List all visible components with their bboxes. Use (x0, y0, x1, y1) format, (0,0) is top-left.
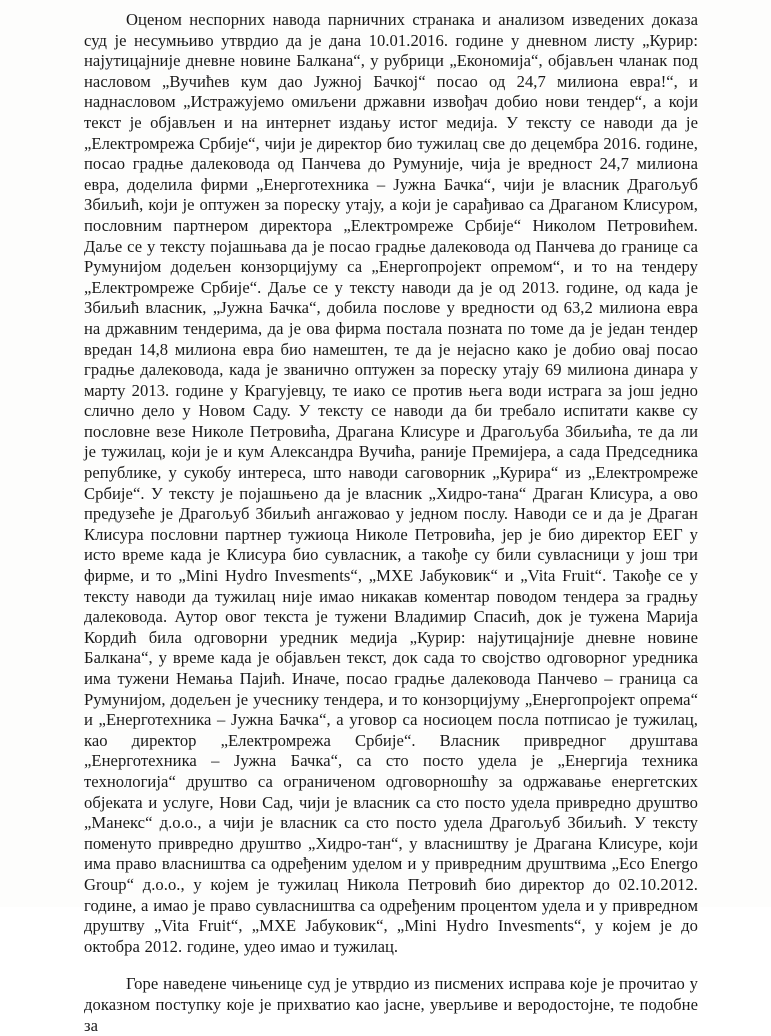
paragraph-evidence: Горе наведене чињенице суд је утврдио из писмених исправа које је прочитао у доказном поступку које је прихватио као јасне, уверљиве и веродостојне, те подобне за (84, 974, 698, 1035)
paragraph-findings: Оценом неспорних навода парничних странака и анализом изведених доказа суд је несумњиво утврдио да је дана 10.01.2016. године у дневном листу „Курир: најутицајније дневне новине Балкана“, у рубрици „Економија“, објављен чланак под насловом „Вучићев кум дао Јужној Бачкој“ посао од 24,7 милиона евра!“, и наднасловом „Истражујемо омиљени државни извођач добио нови тендер“, а који текст је објављен и на интернет издању истог медија. У тексту се наводи да је „Електромрежа Србије“, чији је директор био тужилац све до децембра 2016. године, посао градње далековода од Панчева до Румуније, чија је вредност 24,7 милиона евра, доделила фирми „Енерготехника – Јужна Бачка“, чији је власник Драгољуб Збиљић, који је оптужен за пореску утају, а који је сарађивао са Драганом Клисуром, пословним партнером директора „Електромреже Србије“ Николом Петровићем. Даље се у тексту појашњава да је посао градње далековода од Панчева до границе са Румунијом додељен конзорцијуму са „Енергопројект опремом“, и то на тендеру „Електромреже Србије“. Даље се у тексту наводи да је од 2013. године, од када је Збиљић власник, „Јужна Бачка“, добила послове у вредности од 63,2 милиона евра на државним тендерима, да је ова фирма постала позната по томе да је један тендер вредан 14,8 милиона евра био намештен, те да је нејасно како је добио овај посао градње далековода, када је званично оптужен за пореску утају 69 милиона динара у марту 2013. године у Крагујевцу, те иако се против њега води истрага за још једно слично дело у Новом Саду. У тексту се наводи да би требало испитати какве су пословне везе Николе Петровића, Драгана Клисуре и Драгољуба Збиљића, те да ли је тужилац, који је и кум Александра Вучића, раније Премијера, а сада Председника републике, у сукобу интереса, што наводи саговорник „Курира“ из „Електромреже Србије“. У тексту је појашњено да је власник „Хидро-тана“ Драган Клисура, а ово предузеће је Драгољуб Збиљић ангажовао у једном послу. Наводи се и да је Драган Клисура пословни партнер тужиоца Николе Петровића, јер је био директор ЕЕГ у исто време када је Клисура био сувласник, а такође су били сувласници у још три фирме, и то „Mini Hydro Invesments“, „МХЕ Јабуковик“ и „Vita Fruit“. Такође се у тексту наводи да тужилац није имао никакав коментар поводом тендера за градњу далековода. Аутор овог текста је тужени Владимир Спасић, док је тужена Марија Кордић била одговорни уредник медија „Курир: најутицајније дневне новине Балкана“, у време када је објављен текст, док сада то својство одговорног уредника има тужени Немања Пајић. Иначе, посао градње далековода Панчево – граница са Румунијом, додељен је учеснику тендера, и то конзорцијуму „Енергопројект опрема“ и „Енерготехника – Јужна Бачка“, а уговор са носиоцем посла потписао је тужилац, као директор „Електромрежа Србије“. Власник привредног друштава „Енерготехника – Јужна Бачка“, са сто посто удела је „Енергија техника технологија“ друштво са ограниченом одговорношћу за одржавање енергетских објеката и услуге, Нови Сад, чији је власник са сто посто удела привредно друштво „Манекс“ д.о.о., а чији је власник са сто посто удела Драгољуб Збиљић. У тексту поменуто привредно друштво „Хидро-тан“, у власништву је Драгана Клисуре, који има право власништва са одређеним уделом и у привредним друштвима „Eco Energo Group“ д.о.о., у којем је тужилац Никола Петровић био директор до 02.10.2012. године, а имао је право сувласништва са одређеним процентом удела и у привредном друштву „Vita Fruit“, „МХЕ Јабуковик“, „Mini Hydro Invesments“, у којем је до октобра 2012. године, удео имао и тужилац. (84, 10, 698, 956)
document-page (84, 10, 698, 1036)
